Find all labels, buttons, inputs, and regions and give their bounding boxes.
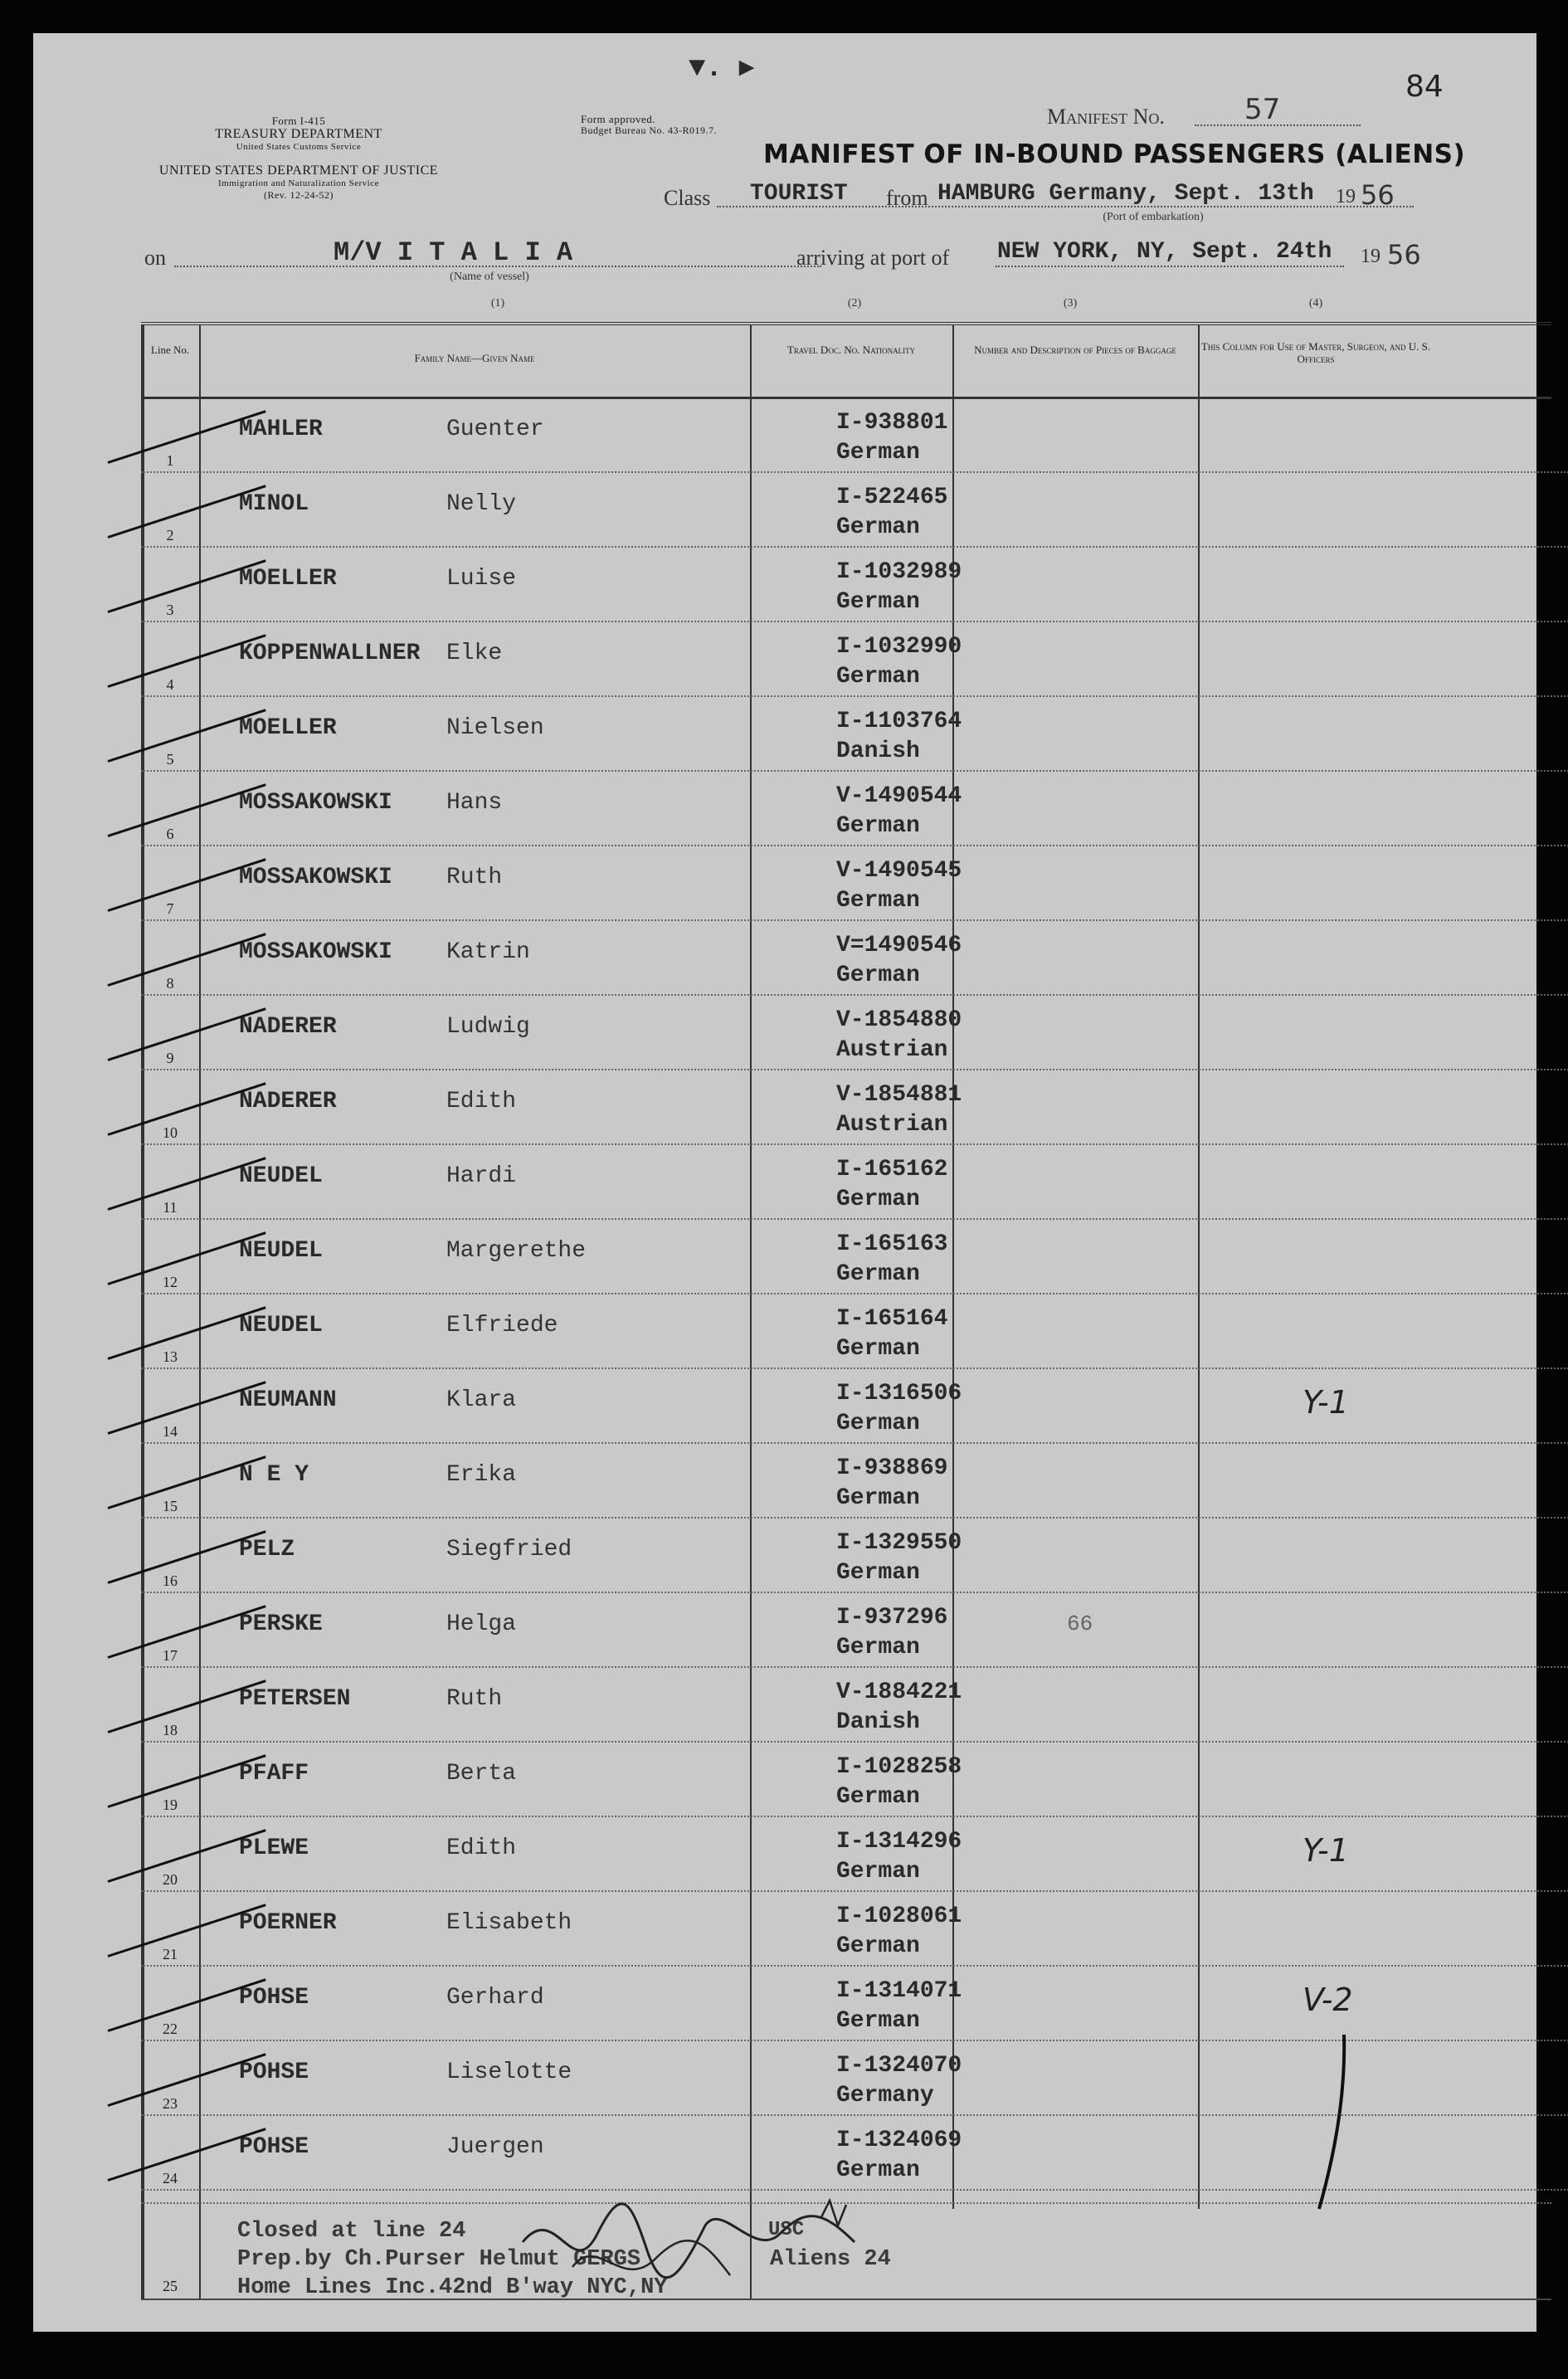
line-number: 8 xyxy=(166,975,174,992)
arrival-port: NEW YORK, NY, Sept. 24th xyxy=(997,239,1332,265)
travel-doc xyxy=(836,1603,947,1663)
vessel-name: M/V I T A L I A xyxy=(334,237,573,268)
customs-service: United States Customs Service xyxy=(236,142,362,152)
line-number: 20 xyxy=(163,1871,178,1888)
family-name: NADERER xyxy=(239,1089,337,1114)
colhead-doc: Travel Doc. No. Nationality xyxy=(786,344,916,356)
table-row xyxy=(141,1444,1568,1519)
given-name: Liselotte xyxy=(446,2060,572,2085)
nationality: German xyxy=(836,2157,920,2183)
travel-doc xyxy=(836,707,962,767)
nationality: German xyxy=(836,963,920,988)
baggage-note: 66 xyxy=(1067,1611,1093,1636)
given-name: Edith xyxy=(446,1089,517,1114)
given-name: Ludwig xyxy=(446,1014,530,1040)
class-value: TOURIST xyxy=(750,181,848,207)
colnum-2: (2) xyxy=(847,297,862,310)
line-number: 5 xyxy=(166,751,174,768)
port-embark-caption: (Port of embarkation) xyxy=(1103,211,1204,223)
table-row xyxy=(141,772,1568,846)
nationality: Danish xyxy=(836,739,920,764)
table-row xyxy=(141,1145,1568,1220)
given-name: Gerhard xyxy=(446,1985,544,2011)
colnum-3: (3) xyxy=(1063,297,1078,310)
table-row xyxy=(141,548,1568,622)
line-number: 14 xyxy=(163,1423,178,1440)
given-name: Elke xyxy=(446,641,503,666)
family-name: MOELLER xyxy=(239,566,337,592)
family-name: PETERSEN xyxy=(239,1686,351,1712)
travel-doc xyxy=(836,1528,962,1588)
line-number: 4 xyxy=(166,676,174,693)
table-row xyxy=(141,1519,1568,1593)
given-name: Margerethe xyxy=(446,1238,587,1264)
nationality: German xyxy=(836,1411,920,1436)
travel-doc-number: I-1032990 xyxy=(836,634,962,660)
nationality: German xyxy=(836,1336,920,1362)
colhead-line: Line No. xyxy=(150,344,190,356)
travel-doc-number: I-1103764 xyxy=(836,709,962,734)
travel-doc xyxy=(836,856,962,916)
nationality: German xyxy=(836,1187,920,1212)
travel-doc xyxy=(836,931,962,991)
nationality: Germany xyxy=(836,2083,934,2108)
nationality: German xyxy=(836,589,920,615)
form-revision: (Rev. 12-24-52) xyxy=(263,189,334,201)
travel-doc-number: I-1314071 xyxy=(836,1978,962,2004)
arriving-label: arriving at port of xyxy=(796,246,950,270)
table-row xyxy=(141,1070,1568,1145)
given-name: Hans xyxy=(446,790,503,816)
colhead-baggage: Number and Description of Pieces of Baggage xyxy=(974,344,1176,356)
officer-note: V-2 xyxy=(1303,1982,1353,2018)
ins-service: Immigration and Naturalization Service xyxy=(217,178,380,188)
travel-doc xyxy=(836,782,962,841)
nationality: Austrian xyxy=(836,1112,948,1138)
line-number: 22 xyxy=(163,2021,178,2037)
family-name: MOELLER xyxy=(239,715,337,741)
given-name: Katrin xyxy=(446,939,530,965)
travel-doc-number: V-1884221 xyxy=(836,1679,962,1705)
line-number: 1 xyxy=(166,452,174,469)
year-prefix-1: 19 xyxy=(1336,186,1356,207)
family-name: PFAFF xyxy=(239,1761,309,1787)
colhead-name: Family Name—Given Name xyxy=(414,352,535,364)
family-name: MINOL xyxy=(239,491,309,517)
given-name: Elisabeth xyxy=(446,1910,572,1936)
travel-doc-number: I-165163 xyxy=(836,1231,948,1257)
line-number: 23 xyxy=(163,2095,178,2112)
travel-doc-number: I-165162 xyxy=(836,1157,948,1182)
travel-doc-number: I-1314296 xyxy=(836,1829,962,1855)
line-number: 13 xyxy=(163,1348,178,1365)
travel-doc-number: I-1028258 xyxy=(836,1754,962,1780)
officer-note: Y-1 xyxy=(1303,1384,1349,1421)
line-number: 15 xyxy=(163,1498,178,1514)
travel-doc xyxy=(836,1827,962,1887)
family-name: POHSE xyxy=(239,2134,309,2160)
table-row xyxy=(141,1369,1568,1444)
family-name: MOSSAKOWSKI xyxy=(239,865,392,890)
line-number: 18 xyxy=(163,1722,178,1738)
vessel-caption: (Name of vessel) xyxy=(450,271,529,283)
given-name: Berta xyxy=(446,1761,517,1787)
manifest-sheet xyxy=(33,33,1536,2332)
line-number: 9 xyxy=(166,1050,174,1066)
nationality: German xyxy=(836,440,920,466)
family-name: NEUDEL xyxy=(239,1163,323,1189)
signature-scribble xyxy=(506,2184,971,2308)
table-row xyxy=(141,697,1568,772)
table-row xyxy=(141,921,1568,996)
officer-note: Y-1 xyxy=(1303,1832,1349,1869)
on-label: on xyxy=(144,246,166,270)
form-approval: Form approved. xyxy=(581,113,656,125)
family-name: NADERER xyxy=(239,1014,337,1040)
travel-doc xyxy=(836,632,962,692)
nationality: German xyxy=(836,2008,920,2034)
family-name: MAHLER xyxy=(239,417,323,442)
line-number: 19 xyxy=(163,1796,178,1813)
year-prefix-2: 19 xyxy=(1361,246,1381,267)
line-no-25: 25 xyxy=(163,2278,178,2294)
family-name: NEUMANN xyxy=(239,1387,337,1413)
table-row xyxy=(141,996,1568,1070)
table-row xyxy=(141,398,1568,473)
year-arrive: 56 xyxy=(1387,239,1421,271)
home-lines: Home Lines Inc.42nd B'way NYC,NY xyxy=(237,2275,668,2300)
line-number: 2 xyxy=(166,527,174,544)
nationality: German xyxy=(836,514,920,540)
from-value: HAMBURG Germany, Sept. 13th xyxy=(937,181,1314,207)
travel-doc xyxy=(836,1753,962,1812)
top-mark: ▼. ▸ xyxy=(689,53,754,85)
travel-doc xyxy=(836,1155,947,1215)
nationality: German xyxy=(836,1859,920,1884)
from-label: from xyxy=(886,186,928,210)
travel-doc-number: I-165164 xyxy=(836,1306,948,1332)
family-name: POHSE xyxy=(239,2060,309,2085)
family-name: POERNER xyxy=(239,1910,337,1936)
nationality: German xyxy=(836,1560,920,1586)
family-name: MOSSAKOWSKI xyxy=(239,790,392,816)
table-row xyxy=(141,846,1568,921)
family-name: N E Y xyxy=(239,1462,309,1488)
travel-doc xyxy=(836,1379,962,1439)
travel-doc-number: V-1854881 xyxy=(836,1082,962,1108)
table-row xyxy=(141,622,1568,697)
travel-doc xyxy=(836,558,962,617)
nationality: Danish xyxy=(836,1709,920,1735)
travel-doc xyxy=(836,408,947,468)
given-name: Ruth xyxy=(446,865,503,890)
line-number: 21 xyxy=(163,1946,178,1962)
travel-doc-number: I-1316506 xyxy=(836,1381,962,1406)
manifest-number: 57 xyxy=(1244,93,1281,126)
page-number: 84 xyxy=(1405,70,1444,104)
given-name: Edith xyxy=(446,1835,517,1861)
travel-doc-number: I-938869 xyxy=(836,1455,948,1481)
line-number: 16 xyxy=(163,1572,178,1589)
family-name: KOPPENWALLNER xyxy=(239,641,421,666)
colhead-officers: This Column for Use of Master, Surgeon, and U. S. Officers xyxy=(1200,340,1431,365)
travel-doc xyxy=(836,1454,947,1514)
usc-mark: USC xyxy=(768,2219,805,2241)
travel-doc-number: I-1324069 xyxy=(836,2128,962,2153)
manifest-label: Manifest No. xyxy=(1047,105,1165,129)
nationality: German xyxy=(836,1485,920,1511)
line-number: 24 xyxy=(163,2170,178,2186)
travel-doc xyxy=(836,1230,947,1289)
table-row xyxy=(141,1593,1568,1668)
travel-doc-number: I-938801 xyxy=(836,410,948,436)
given-name: Nielsen xyxy=(446,715,544,741)
given-name: Klara xyxy=(446,1387,517,1413)
given-name: Ruth xyxy=(446,1686,503,1712)
colnum-1: (1) xyxy=(490,297,505,310)
colnum-4: (4) xyxy=(1308,297,1323,310)
table-row xyxy=(141,1220,1568,1294)
travel-doc-number: I-1329550 xyxy=(836,1530,962,1556)
justice-dept: UNITED STATES DEPARTMENT OF JUSTICE xyxy=(158,163,439,178)
pen-bracket xyxy=(1303,2026,1369,2225)
travel-doc xyxy=(836,1006,962,1065)
table-row xyxy=(141,473,1568,548)
table-row xyxy=(141,1668,1568,1743)
travel-doc xyxy=(836,483,947,543)
family-name: NEUDEL xyxy=(239,1238,323,1264)
closed-note: Closed at line 24 xyxy=(237,2219,466,2244)
travel-doc xyxy=(836,1678,962,1738)
given-name: Elfriede xyxy=(446,1313,558,1338)
prepared-by: Prep.by Ch.Purser Helmut GERGS xyxy=(237,2247,641,2272)
nationality: Austrian xyxy=(836,1037,948,1063)
given-name: Juergen xyxy=(446,2134,544,2160)
table-row xyxy=(141,1892,1568,1967)
manifest-table xyxy=(141,322,1551,2300)
family-name: PELZ xyxy=(239,1537,295,1562)
nationality: German xyxy=(836,1784,920,1810)
travel-doc-number: I-1324070 xyxy=(836,2053,962,2079)
line-number: 17 xyxy=(163,1647,178,1664)
given-name: Guenter xyxy=(446,417,544,442)
travel-doc xyxy=(836,1977,962,2036)
given-name: Luise xyxy=(446,566,517,592)
travel-doc xyxy=(836,2126,962,2186)
family-name: MOSSAKOWSKI xyxy=(239,939,392,965)
arrival-line xyxy=(996,266,1344,267)
family-name: PLEWE xyxy=(239,1835,309,1861)
travel-doc-number: V-1490544 xyxy=(836,783,962,809)
family-name: POHSE xyxy=(239,1985,309,2011)
travel-doc xyxy=(836,1902,962,1962)
line-number: 12 xyxy=(163,1274,178,1290)
nationality: German xyxy=(836,664,920,690)
year-from: 56 xyxy=(1361,179,1395,211)
manifest-title: MANIFEST OF IN-BOUND PASSENGERS (ALIENS) xyxy=(763,139,1466,169)
travel-doc-number: I-1032989 xyxy=(836,559,962,585)
given-name: Hardi xyxy=(446,1163,517,1189)
travel-doc-number: I-1028061 xyxy=(836,1904,962,1929)
line-number: 10 xyxy=(163,1124,178,1141)
travel-doc-number: V=1490546 xyxy=(836,933,962,958)
travel-doc xyxy=(836,1080,962,1140)
budget-bureau: Budget Bureau No. 43-R019.7. xyxy=(581,124,717,136)
line-number: 11 xyxy=(163,1199,178,1216)
travel-doc-number: I-522465 xyxy=(836,485,948,510)
treasury-dept: TREASURY DEPARTMENT xyxy=(215,127,382,141)
nationality: German xyxy=(836,813,920,839)
line-number: 3 xyxy=(166,602,174,618)
form-number: Form I-415 xyxy=(271,115,326,127)
nationality: German xyxy=(836,1261,920,1287)
line-number: 7 xyxy=(166,900,174,917)
travel-doc-number: V-1854880 xyxy=(836,1007,962,1033)
aliens-count: Aliens 24 xyxy=(770,2247,891,2272)
travel-doc-number: I-937296 xyxy=(836,1605,948,1631)
given-name: Helga xyxy=(446,1611,517,1637)
travel-doc xyxy=(836,2051,962,2111)
given-name: Erika xyxy=(446,1462,517,1488)
line-number: 6 xyxy=(166,826,174,842)
given-name: Siegfried xyxy=(446,1537,572,1562)
class-label: Class xyxy=(664,186,711,210)
nationality: German xyxy=(836,888,920,914)
travel-doc xyxy=(836,1304,947,1364)
travel-doc-number: V-1490545 xyxy=(836,858,962,884)
nationality: German xyxy=(836,1635,920,1660)
table-row xyxy=(141,1743,1568,1817)
table-row xyxy=(141,1294,1568,1369)
family-name: PERSKE xyxy=(239,1611,323,1637)
given-name: Nelly xyxy=(446,491,517,517)
table-row xyxy=(141,1817,1568,1892)
nationality: German xyxy=(836,1933,920,1959)
family-name: NEUDEL xyxy=(239,1313,323,1338)
